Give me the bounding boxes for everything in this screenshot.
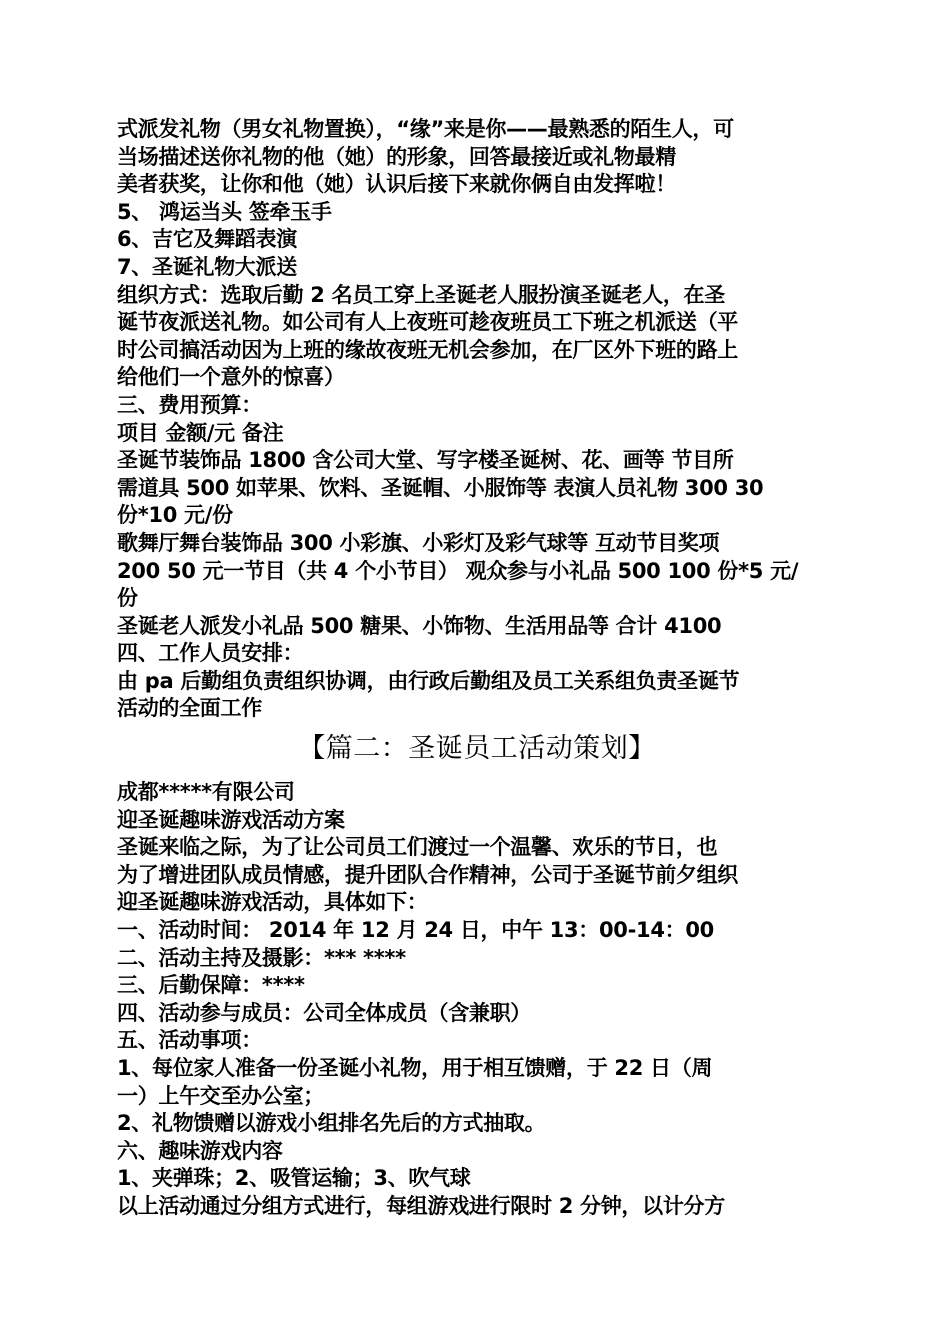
list-item: 1、夹弹珠；2、吸管运输；3、吹气球: [117, 1166, 471, 1191]
text-line: 时公司搞活动因为上班的缘故夜班无机会参加，在厂区外下班的路上: [117, 337, 738, 362]
list-item: 6、吉它及舞蹈表演: [117, 227, 297, 252]
text-line: 式派发礼物（男女礼物置换），“缘”来是你——最熟悉的陌生人，可: [117, 117, 734, 141]
budget-header: 项目 金额/元 备注: [117, 420, 284, 445]
list-item: 5、 鸿运当头 签牵玉手: [117, 199, 332, 224]
section-two: [117, 779, 837, 1221]
list-item: 7、圣诞礼物大派送: [117, 254, 297, 279]
list-item: 2、礼物馈赠以游戏小组排名先后的方式抽取。: [117, 1111, 546, 1136]
section-heading: 一、活动时间： 2014 年 12 月 24 日，中午 13：00-14：00: [117, 918, 714, 943]
section-heading: 四、工作人员安排：: [117, 641, 304, 666]
budget-line: 份*10 元/份: [117, 503, 233, 528]
text-line: 当场描述送你礼物的他（她）的形象，回答最接近或礼物最精: [117, 144, 676, 169]
text-line: 为了增进团队成员情感，提升团队合作精神，公司于圣诞节前夕组织: [117, 862, 738, 887]
list-item: 1、每位家人准备一份圣诞小礼物，用于相互馈赠，于 22 日（周: [117, 1056, 713, 1080]
text-line: 美者获奖，让你和他（她）认识后接下来就你俩自由发挥啦！: [117, 172, 676, 197]
chapter-title: 【篇二：圣诞员工活动策划】: [298, 733, 656, 765]
text-line: 给他们一个意外的惊喜）: [117, 365, 345, 390]
section-heading: 三、后勤保障：****: [117, 973, 305, 998]
text-line: 以上活动通过分组方式进行，每组游戏进行限时 2 分钟，以计分方: [117, 1193, 725, 1218]
plan-title: 迎圣诞趣味游戏活动方案: [117, 807, 345, 832]
text-line: 迎圣诞趣味游戏活动，具体如下：: [117, 890, 428, 915]
section-heading: 五、活动事项：: [117, 1028, 262, 1053]
budget-line: 份: [117, 586, 138, 611]
text-line: 由 pa 后勤组负责组织协调，由行政后勤组及员工关系组负责圣诞节: [117, 668, 740, 693]
budget-line: 歌舞厅舞台装饰品 300 小彩旗、小彩灯及彩气球等 互动节目奖项: [117, 530, 720, 555]
text-line: 活动的全面工作: [117, 696, 262, 721]
budget-line: 需道具 500 如苹果、饮料、圣诞帽、小服饰等 表演人员礼物 300 30: [117, 475, 764, 500]
text-line: 诞节夜派送礼物。如公司有人上夜班可趁夜班员工下班之机派送（平: [117, 310, 738, 335]
section-heading: 二、活动主持及摄影：*** ****: [117, 945, 406, 970]
document-page: [117, 116, 837, 1221]
section-heading: 三、费用预算：: [117, 392, 262, 417]
text-line: 圣诞来临之际，为了让公司员工们渡过一个温馨、欢乐的节日，也: [117, 835, 718, 860]
text-line: 一）上午交至办公室；: [117, 1083, 324, 1108]
budget-line: 200 50 元一节目（共 4 个小节目） 观众参与小礼品 500 100 份*5 元/: [117, 558, 799, 583]
section-heading: 四、活动参与成员：公司全体成员（含兼职）: [117, 1000, 531, 1025]
section-one: [117, 116, 837, 723]
text-line: 组织方式：选取后勤 2 名员工穿上圣诞老人服扮演圣诞老人，在圣: [117, 282, 725, 307]
budget-line: 圣诞节装饰品 1800 含公司大堂、写字楼圣诞树、花、画等 节目所: [117, 448, 734, 473]
section-heading: 六、趣味游戏内容: [117, 1138, 283, 1163]
budget-line: 圣诞老人派发小礼品 500 糖果、小饰物、生活用品等 合计 4100: [117, 613, 722, 638]
company-name: 成都*****有限公司: [117, 780, 295, 805]
